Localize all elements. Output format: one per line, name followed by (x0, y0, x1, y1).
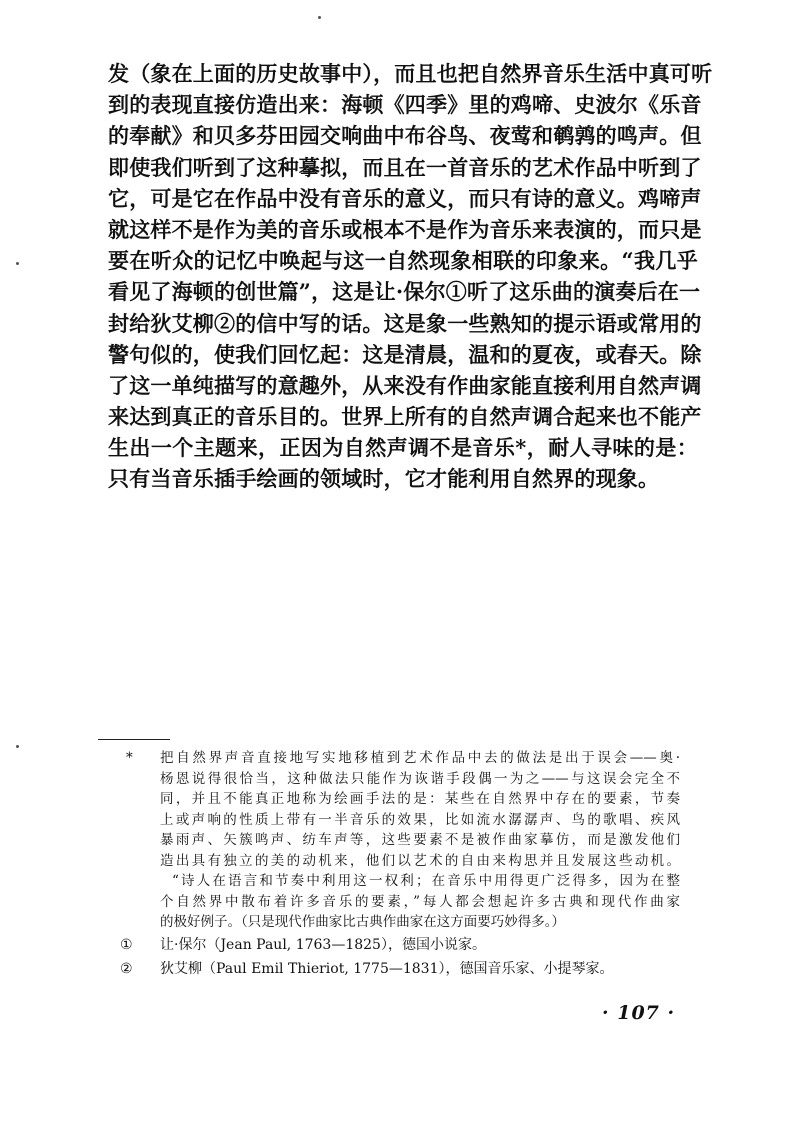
footnote-ref-1 (120, 934, 680, 957)
page-number: · 107 · (602, 1002, 676, 1024)
main-text-line: 警句似的，使我们回忆起：这是清晨，温和的夏夜，或春天。除 (108, 341, 702, 367)
footnote-line: 的极好例子。（只是现代作曲家比古典作曲家在这方面要巧妙得多。） (160, 914, 565, 930)
footnote-ref-2 (120, 958, 680, 981)
footnote-ref-marker: ② (120, 960, 133, 977)
main-text-line: 它，可是它在作品中没有音乐的意义，而只有诗的意义。鸡啼声 (108, 185, 702, 211)
footnote-ref-text: 让·保尔（Jean Paul, 1763—1825），德国小说家。 (160, 936, 486, 953)
main-text-line: 的奉献》和贝多芬田园交响曲中布谷鸟、夜莺和鹌鹑的鸣声。但 (108, 123, 702, 149)
main-text-line: 看见了海顿的创世篇”，这是让·保尔①听了这乐曲的演奏后在一 (108, 279, 701, 305)
footnote-divider (98, 739, 170, 740)
footnote-line: 个自然界中散布着许多音乐的要素，”每人都会想起许多古典和现代作曲家 (160, 893, 680, 910)
footnote-star (120, 748, 680, 933)
main-text-line: 封给狄艾柳②的信中写的话。这是象一些熟知的提示语或常用的 (108, 310, 702, 336)
scan-speck (16, 745, 19, 748)
footnotes (120, 748, 680, 981)
main-text-line: 来达到真正的音乐目的。世界上所有的自然声调合起来也不能产 (108, 404, 702, 430)
footnote-ref-text: 狄艾柳（Paul Emil Thieriot, 1775—1831），德国音乐家、小提琴家。 (160, 960, 614, 977)
main-text-line: 生出一个主题来，正因为自然声调不是音乐*，耐人寻味的是： (108, 435, 698, 461)
footnote-line: 同，并且不能真正地称为绘画手法的是：某些在自然界中存在的要素，节奏 (160, 791, 680, 807)
footnote-star-marker: * (126, 750, 133, 766)
main-text-line: 了这一单纯描写的意趣外，从来没有作曲家能直接利用自然声调 (108, 372, 702, 398)
main-text-line: 要在听众的记忆中唤起与这一自然现象相联的印象来。“我几乎 (108, 248, 698, 274)
footnote-line: 杨恩说得很恰当，这种做法只能作为诙谐手段偶一为之——与这误会完全不 (160, 770, 680, 787)
main-text-line: 到的表现直接仿造出来：海顿《四季》里的鸡啼、史波尔《乐音 (108, 92, 702, 118)
footnote-ref-marker: ① (120, 936, 133, 953)
main-text-line: 只有当音乐插手绘画的领域时，它才能利用自然界的现象。 (108, 466, 660, 492)
footnote-line: 暴雨声、矢簇鸣声、纺车声等，这些要素不是被作曲家摹仿，而是激发他们 (160, 832, 680, 848)
main-text-line: 即使我们听到了这种摹拟，而且在一首音乐的艺术作品中听到了 (108, 154, 702, 180)
footnote-line: 造出具有独立的美的动机来，他们以艺术的自由来构思并且发展这些动机。 (160, 852, 680, 869)
scan-speck (318, 16, 321, 19)
main-text-line: 发（象在上面的历史故事中），而且也把自然界音乐生活中真可听 (108, 61, 713, 86)
footnote-line: “诗人在语言和节奏中利用这一权利；在音乐中用得更广泛得多，因为在整 (172, 873, 680, 889)
footnote-line: 上或声响的性质上带有一半音乐的效果，比如流水潺潺声、鸟的歌唱、疾风 (160, 811, 680, 828)
footnote-line: 把自然界声音直接地写实地移植到艺术作品中去的做法是出于误会——奥· (160, 750, 680, 766)
main-paragraph (108, 58, 713, 495)
scan-speck (16, 262, 19, 265)
main-text-line: 就这样不是作为美的音乐或根本不是作为音乐来表演的，而只是 (108, 216, 702, 242)
